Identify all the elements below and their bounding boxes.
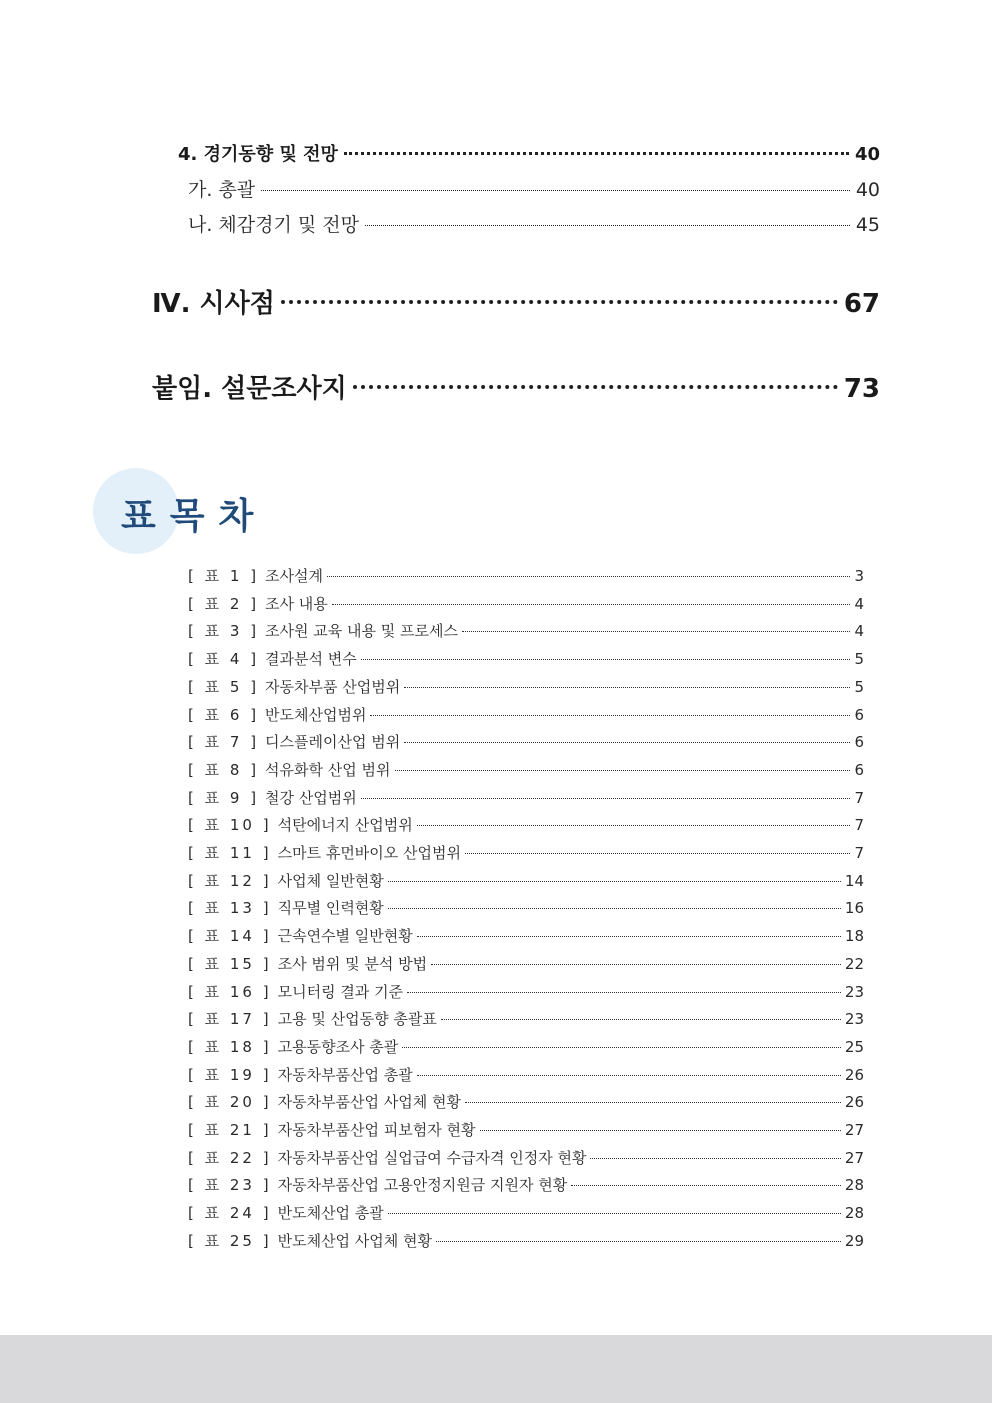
leader-dots [417, 1075, 841, 1076]
table-title: 결과분석 변수 [265, 650, 357, 669]
table-title: 조사 범위 및 분석 방법 [277, 954, 428, 973]
table-page: 14 [844, 871, 864, 890]
leader-dots [370, 715, 850, 716]
leader-dots [281, 300, 838, 304]
table-list-item[interactable] [188, 870, 864, 891]
toc-entry-major[interactable] [152, 368, 880, 405]
table-page: 18 [844, 927, 864, 946]
table-list-item[interactable] [188, 620, 864, 641]
leader-dots [402, 1047, 841, 1048]
table-number: [ 표 25 ] [188, 1231, 272, 1250]
table-title: 모니터링 결과 기준 [277, 982, 404, 1001]
toc-entry-label: 나. 체감경기 및 전망 [188, 214, 359, 236]
table-list-item[interactable] [188, 1008, 864, 1029]
table-page: 7 [854, 788, 864, 807]
table-page: 5 [854, 677, 864, 696]
table-number: [ 표 17 ] [188, 1010, 272, 1029]
toc-entry-page: 67 [843, 289, 880, 319]
table-page: 29 [844, 1231, 864, 1250]
table-number: [ 표 16 ] [188, 982, 272, 1001]
table-title: 고용 및 산업동향 총괄표 [277, 1010, 437, 1029]
table-page: 3 [854, 567, 864, 585]
leader-dots [417, 936, 841, 937]
table-list-item[interactable] [188, 676, 864, 697]
table-list-item[interactable] [188, 648, 864, 669]
table-title: 반도체산업 사업체 현황 [277, 1231, 433, 1250]
table-page: 4 [854, 594, 864, 613]
table-title: 조사 내용 [265, 594, 328, 613]
table-title: 석유화학 산업 범위 [265, 760, 391, 779]
table-number: [ 표 10 ] [188, 816, 272, 835]
table-list-item[interactable] [188, 759, 864, 780]
leader-dots [361, 659, 851, 660]
table-title: 고용동향조사 총괄 [277, 1037, 399, 1056]
leader-dots [404, 687, 850, 688]
leader-dots [436, 1241, 841, 1242]
table-number: [ 표 21 ] [188, 1121, 272, 1139]
table-list-item[interactable] [188, 731, 864, 752]
toc-entry-page: 40 [855, 179, 880, 201]
table-page: 26 [844, 1093, 864, 1112]
leader-dots [571, 1185, 841, 1186]
toc-entry-label: 가. 총괄 [188, 179, 256, 201]
table-number: [ 표 22 ] [188, 1148, 272, 1167]
table-title: 근속연수별 일반현황 [277, 927, 413, 946]
table-page: 27 [844, 1148, 864, 1167]
section-title: 표목차 [121, 496, 268, 537]
table-number: [ 표 7 ] [188, 733, 260, 752]
table-number: [ 표 13 ] [188, 899, 272, 918]
table-title: 조사설계 [265, 567, 324, 585]
table-page: 6 [854, 760, 864, 779]
table-page: 27 [844, 1121, 864, 1139]
table-page: 28 [844, 1204, 864, 1223]
table-number: [ 표 24 ] [188, 1204, 272, 1223]
table-number: [ 표 12 ] [188, 871, 272, 890]
table-number: [ 표 2 ] [188, 594, 260, 613]
table-list-item[interactable] [188, 1091, 864, 1112]
leader-dots [395, 770, 851, 771]
table-page: 7 [854, 816, 864, 835]
leader-dots [327, 576, 850, 577]
table-page: 26 [844, 1065, 864, 1084]
table-list-item[interactable] [188, 1202, 864, 1223]
table-title: 자동차부품산업 사업체 현황 [277, 1093, 462, 1112]
table-number: [ 표 14 ] [188, 927, 272, 946]
table-list-item[interactable] [188, 1174, 864, 1195]
table-list-item[interactable] [188, 1119, 864, 1140]
leader-dots [332, 604, 851, 605]
table-list-item[interactable] [188, 1036, 864, 1057]
table-list-item[interactable] [188, 1064, 864, 1085]
toc-entry-label: 4. 경기동향 및 전망 [178, 144, 338, 165]
toc-entry[interactable] [188, 175, 880, 202]
table-number: [ 표 20 ] [188, 1093, 272, 1112]
table-title: 디스플레이산업 범위 [265, 733, 401, 752]
leader-dots [462, 631, 850, 632]
table-list-item[interactable] [188, 842, 864, 863]
footer-band [0, 1335, 992, 1403]
table-list-item[interactable] [188, 704, 864, 725]
toc-entry[interactable] [178, 140, 880, 166]
leader-dots [344, 152, 849, 155]
table-list-item[interactable] [188, 565, 864, 586]
table-page: 25 [844, 1037, 864, 1056]
table-list-item[interactable] [188, 593, 864, 614]
table-number: [ 표 11 ] [188, 844, 272, 862]
leader-dots [261, 190, 850, 191]
leader-dots [417, 825, 851, 826]
leader-dots [441, 1019, 841, 1020]
table-page: 6 [854, 733, 864, 752]
table-title: 자동차부품산업 피보험자 현황 [277, 1121, 476, 1139]
toc-entry-page: 40 [854, 144, 880, 165]
table-of-tables-heading [93, 468, 313, 558]
table-title: 자동차부품산업 총괄 [277, 1065, 413, 1084]
table-page: 28 [844, 1176, 864, 1195]
table-page: 22 [844, 954, 864, 973]
table-title: 스마트 휴먼바이오 산업범위 [277, 844, 462, 862]
toc-entry-major[interactable] [152, 283, 880, 320]
table-list-item[interactable] [188, 981, 864, 1002]
table-page: 6 [854, 705, 864, 724]
toc-entry-page: 73 [843, 374, 880, 404]
table-number: [ 표 3 ] [188, 622, 260, 641]
table-title: 사업체 일반현황 [277, 871, 384, 890]
toc-entry[interactable] [188, 210, 880, 237]
table-title: 자동차부품산업 실업급여 수급자격 인정자 현황 [277, 1148, 587, 1167]
table-list-item[interactable] [188, 1147, 864, 1168]
toc-entry-label: Ⅳ. 시사점 [152, 289, 275, 319]
table-title: 반도체산업 총괄 [277, 1204, 384, 1223]
table-page: 7 [854, 844, 864, 862]
table-number: [ 표 9 ] [188, 788, 260, 807]
table-title: 철강 산업범위 [265, 788, 357, 807]
table-number: [ 표 4 ] [188, 650, 260, 669]
table-number: [ 표 6 ] [188, 705, 260, 724]
table-list-item[interactable] [188, 953, 864, 974]
table-number: [ 표 19 ] [188, 1065, 272, 1084]
table-number: [ 표 18 ] [188, 1037, 272, 1056]
table-list-item[interactable] [188, 1230, 864, 1251]
table-title: 반도체산업범위 [265, 705, 367, 724]
leader-dots [590, 1158, 840, 1159]
table-title: 조사원 교육 내용 및 프로세스 [265, 622, 459, 641]
table-title: 자동차부품산업 고용안정지원금 지원자 현황 [277, 1176, 568, 1195]
leader-dots [388, 908, 841, 909]
table-list-item[interactable] [188, 897, 864, 918]
table-page: 23 [844, 982, 864, 1001]
table-list-item[interactable] [188, 925, 864, 946]
leader-dots [480, 1130, 841, 1131]
leader-dots [465, 853, 850, 854]
table-page: 23 [844, 1010, 864, 1029]
table-title: 자동차부품 산업범위 [265, 677, 401, 696]
table-number: [ 표 5 ] [188, 677, 260, 696]
leader-dots [388, 1213, 841, 1214]
table-list-item[interactable] [188, 787, 864, 808]
table-number: [ 표 1 ] [188, 567, 260, 585]
leader-dots [365, 225, 850, 226]
table-number: [ 표 23 ] [188, 1176, 272, 1195]
leader-dots [407, 992, 841, 993]
leader-dots [404, 742, 850, 743]
table-title: 석탄에너지 산업범위 [277, 816, 413, 835]
leader-dots [361, 798, 851, 799]
toc-entry-label: 붙임. 설문조사지 [152, 374, 347, 404]
leader-dots [353, 385, 838, 389]
table-page: 4 [854, 622, 864, 641]
table-number: [ 표 15 ] [188, 954, 272, 973]
table-list-item[interactable] [188, 814, 864, 835]
leader-dots [431, 964, 841, 965]
table-number: [ 표 8 ] [188, 760, 260, 779]
table-page: 5 [854, 650, 864, 669]
table-page: 16 [844, 899, 864, 918]
leader-dots [465, 1102, 841, 1103]
leader-dots [388, 881, 841, 882]
toc-entry-page: 45 [855, 214, 880, 236]
table-title: 직무별 인력현황 [277, 899, 384, 918]
